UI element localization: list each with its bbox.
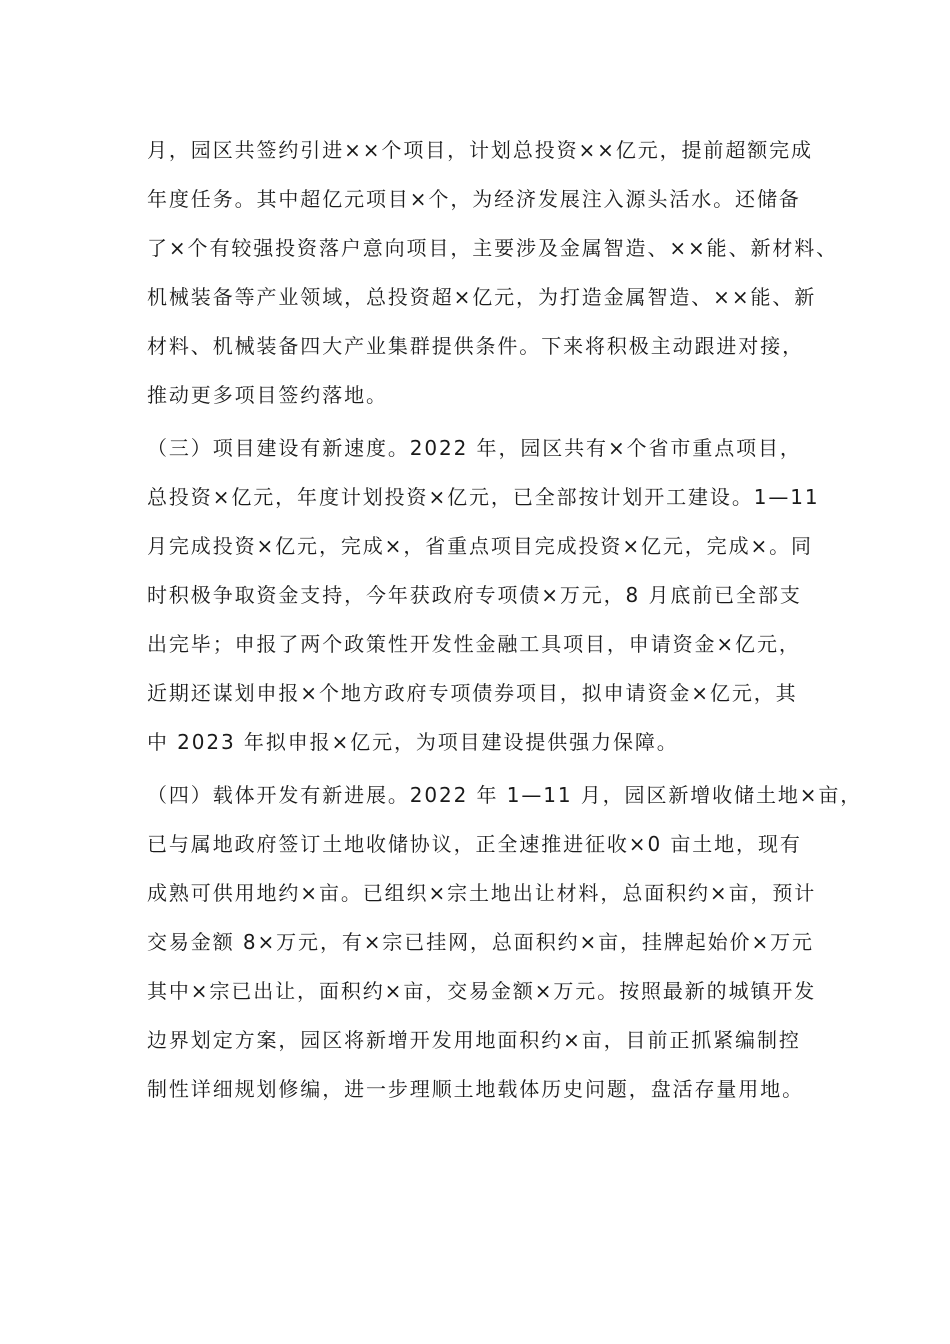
text-line: 中 2023 年拟申报×亿元，为项目建设提供强力保障。	[147, 730, 679, 754]
text-line: 出完毕；申报了两个政策性开发性金融工具项目，申请资金×亿元，	[147, 632, 801, 656]
text-line: 材料、机械装备四大产业集群提供条件。下来将积极主动跟进对接，	[147, 334, 804, 358]
text-line: 时积极争取资金支持，今年获政府专项债×万元，8 月底前已全部支	[147, 583, 802, 607]
text-line: 其中×宗已出让，面积约×亩，交易金额×万元。按照最新的城镇开发	[147, 979, 817, 1003]
text-line: 成熟可供用地约×亩。已组织×宗土地出让材料，总面积约×亩，预计	[147, 881, 817, 905]
text-line: 月完成投资×亿元，完成×，省重点项目完成投资×亿元，完成×。同	[147, 534, 813, 558]
text-line: 推动更多项目签约落地。	[147, 383, 388, 407]
text-line: 机械装备等产业领域，总投资超×亿元，为打造金属智造、××能、新	[147, 285, 817, 309]
text-line: 总投资×亿元，年度计划投资×亿元，已全部按计划开工建设。1—11	[147, 485, 820, 509]
text-line: 年度任务。其中超亿元项目×个，为经济发展注入源头活水。还储备	[147, 187, 801, 211]
text-line: 交易金额 8×万元，有×宗已挂网，总面积约×亩，挂牌起始价×万元	[147, 930, 814, 954]
text-line: 近期还谋划申报×个地方政府专项债券项目，拟申请资金×亿元，其	[147, 681, 798, 705]
section-heading-line: （三）项目建设有新速度。2022 年，园区共有×个省市重点项目，	[147, 436, 802, 460]
text-line: 制性详细规划修编，进一步理顺土地载体历史问题，盘活存量用地。	[147, 1077, 804, 1101]
section-heading-line: （四）载体开发有新进展。2022 年 1—11 月，园区新增收储土地×亩，	[147, 783, 863, 807]
text-line: 边界划定方案，园区将新增开发用地面积约×亩，目前正抓紧编制控	[147, 1028, 801, 1052]
text-line: 了×个有较强投资落户意向项目，主要涉及金属智造、××能、新材料、	[147, 236, 839, 260]
text-line: 月，园区共签约引进××个项目，计划总投资××亿元，提前超额完成	[147, 138, 813, 162]
text-line: 已与属地政府签订土地收储协议，正全速推进征收×0 亩土地，现有	[147, 832, 802, 856]
